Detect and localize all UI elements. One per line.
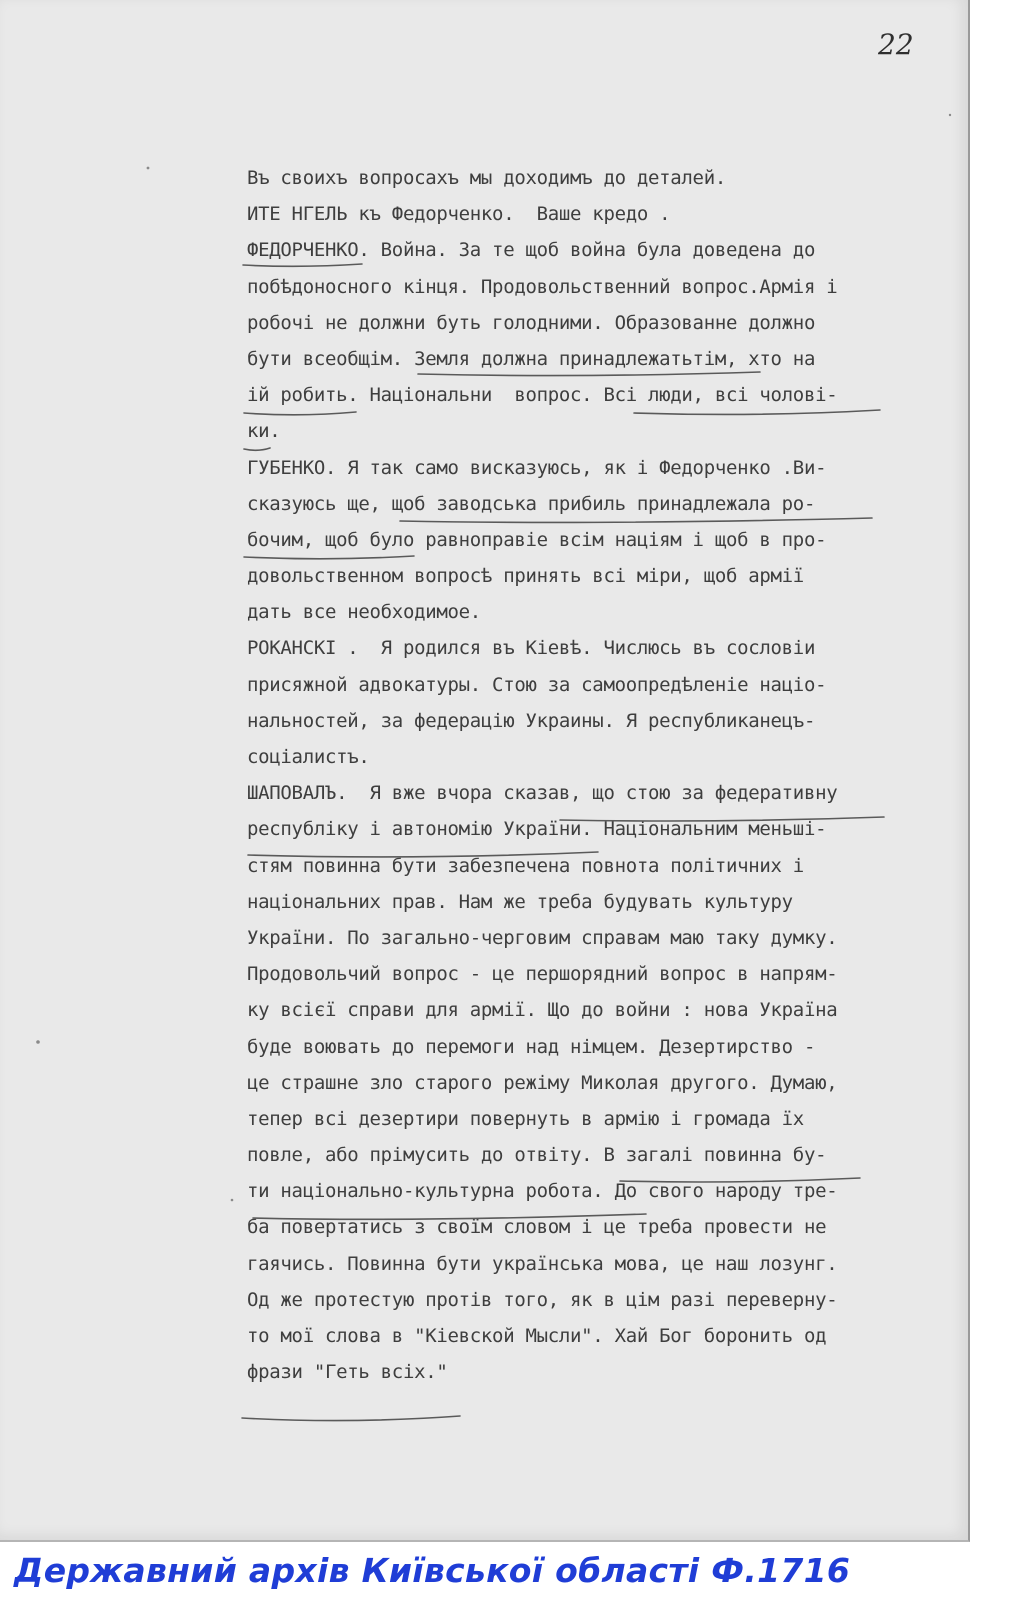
- text-line: буде воювать до перемоги над німцем. Дезертирство -: [247, 1035, 816, 1058]
- underline-mark: [244, 448, 270, 450]
- underline-mark: [418, 372, 760, 376]
- text-line: ій робить. Національни вопрос. Всі люди, всі чолові-: [247, 384, 838, 407]
- underline-mark: [242, 1416, 460, 1421]
- text-line: соціалистъ.: [247, 746, 370, 768]
- text-line: ШАПОВАЛЪ. Я вже вчора сказав, що стою за федеративну: [247, 782, 838, 805]
- text-line: ИТЕ НГЕЛЬ къ Федорченко. Ваше кредо .: [247, 203, 671, 226]
- underline-mark: [560, 817, 884, 821]
- underline-mark: [400, 518, 872, 522]
- text-line: сказуюсь ще, щоб заводська прибиль принадлежала ро-: [247, 492, 816, 515]
- underline-mark: [248, 852, 598, 857]
- underline-mark: [244, 412, 356, 415]
- text-line: стям повинна бути забезпечена повнота політичних і: [247, 854, 804, 877]
- text-line: довольственном вопросѣ принять всі міри, щоб армії: [247, 565, 804, 588]
- text-line: республіку і автономію України. Національним меньші-: [247, 818, 827, 841]
- text-line: бочим, щоб було равноправіе всім націям і щоб в про-: [247, 528, 827, 551]
- underline-mark: [620, 1178, 860, 1182]
- text-line: ти національно-культурна робота. До свого народу тре-: [247, 1180, 838, 1203]
- text-line: робочі не должни буть голодними. Образованне должно: [247, 311, 816, 334]
- text-line: повле, або прімусить до отвіту. В загалі повинна бу-: [247, 1144, 827, 1167]
- text-line: присяжной адвокатуры. Стою за самоопредѣленіе націо-: [247, 673, 827, 696]
- text-line: національних прав. Нам же треба будувать культуру: [247, 890, 793, 913]
- text-line: РОКАНСКІ . Я родился въ Кіевѣ. Числюсь въ сословіи: [247, 637, 816, 660]
- text-line: це страшне зло старого режіму Миколая другого. Думаю,: [247, 1071, 838, 1094]
- scan-specks: [36, 114, 951, 1201]
- text-line: України. По загально-черговим справам маю таку думку.: [247, 926, 838, 949]
- text-line: ба повертатись з своїм словом і це треба провести не: [247, 1216, 827, 1239]
- page-number: 22: [878, 28, 914, 61]
- text-line: фрази "Геть всіх.": [247, 1361, 448, 1384]
- text-line: нальностей, за федерацію Украины. Я республиканецъ-: [247, 709, 816, 732]
- text-line: Въ своихъ вопросахъ мы доходимъ до деталей.: [247, 167, 726, 189]
- text-line: ки.: [247, 420, 281, 443]
- text-line: то мої слова в "Кіевской Мысли". Хай Бог боронить од: [247, 1325, 827, 1347]
- text-line: ФЕДОРЧЕНКО. Война. За те щоб война була доведена до: [247, 239, 816, 262]
- underline-mark: [244, 556, 414, 559]
- text-line: ку всієї справи для армії. Що до войни : нова Україна: [247, 999, 838, 1022]
- underline-mark: [253, 1214, 646, 1219]
- text-line: тепер всі дезертири повернуть в армію і громада їх: [247, 1107, 804, 1130]
- text-line: Продовольчий вопрос - це першорядний вопрос в напрям-: [247, 963, 838, 986]
- text-line: гаячись. Повинна бути українська мова, це наш лозунг.: [247, 1252, 838, 1275]
- text-line: бути всеобщім. Земля должна принадлежатьтім, хто на: [247, 347, 816, 370]
- text-line: ГУБЕНКО. Я так само висказуюсь, як і Федорченко .Ви-: [247, 456, 827, 479]
- text-line: побѣдоносного кінця. Продовольственний вопрос.Армія і: [247, 275, 838, 298]
- text-line: дать все необходимое.: [247, 601, 481, 624]
- text-line: Од же протестую протів того, як в цім разі переверну-: [247, 1288, 838, 1311]
- underline-mark: [634, 410, 880, 414]
- archive-caption: Державний архів Київської області Ф.1716: [14, 1551, 851, 1590]
- underline-mark: [243, 264, 362, 266]
